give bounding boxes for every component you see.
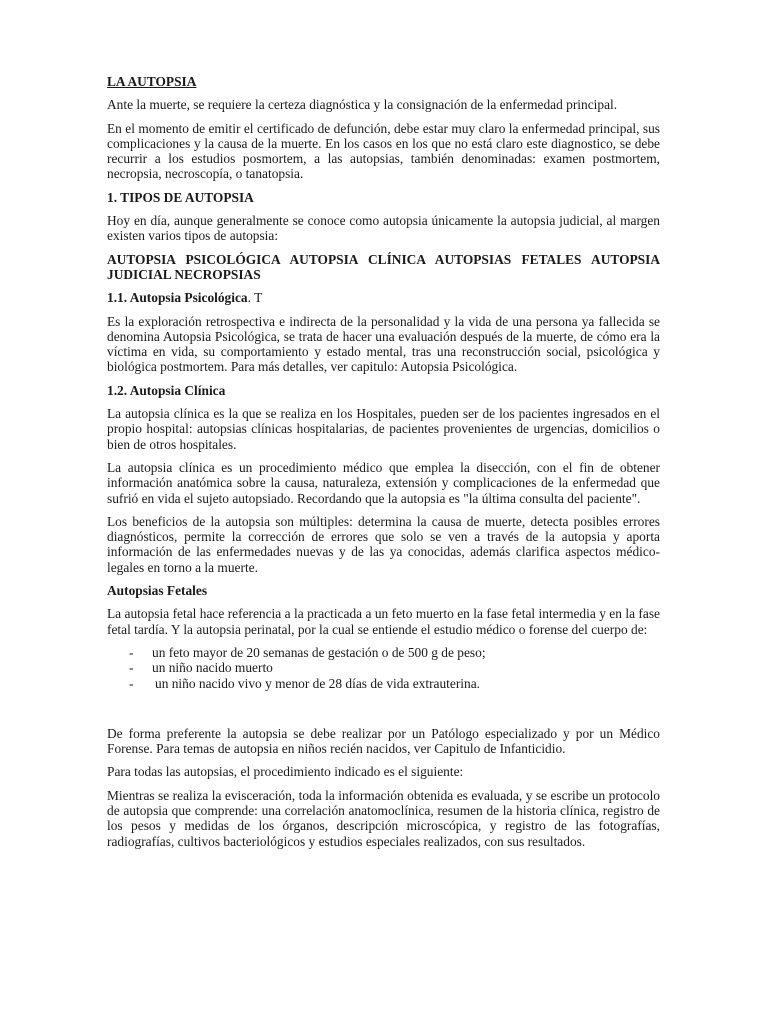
subsection-1-2-heading: 1.2. Autopsia Clínica bbox=[107, 382, 226, 398]
fetal-criteria-list bbox=[107, 645, 660, 691]
autopsy-types-heading: AUTOPSIA PSICOLÓGICA AUTOPSIA CLÍNICA AUTOPSIAS FETALES AUTOPSIA JUDICIAL NECROPSIAS bbox=[107, 251, 660, 282]
closing-paragraph-2: Para todas las autopsias, el procedimiento indicado es el siguiente: bbox=[107, 764, 464, 780]
intro-paragraph-2: En el momento de emitir el certificado de defunción, debe estar muy claro la enfermedad principal, sus complicaciones y la causa de la muerte. En los casos en los que no está claro este diagnostico, se debe recurrir a los estudios posmortem, a las autopsias, también denominadas: examen postmortem, necropsia, necroscopía, o tanatopsia. bbox=[107, 120, 660, 182]
section-1-heading: 1. TIPOS DE AUTOPSIA bbox=[107, 189, 254, 205]
intro-paragraph-1: Ante la muerte, se requiere la certeza diagnóstica y la consignación de la enfermedad principal. bbox=[107, 97, 618, 113]
subsection-1-1-suffix: . T bbox=[247, 290, 263, 306]
closing-paragraph-1: De forma preferente la autopsia se debe realizar por un Patólogo especializado y por un Médico Forense. Para temas de autopsia en niños recién nacidos, ver Capitulo de Infanticidio. bbox=[107, 725, 660, 757]
subsection-1-2-paragraph-1: La autopsia clínica es la que se realiza en los Hospitales, pueden ser de los pacientes ingresados en el propio hospital: autopsias clínicas hospitalarias, de pacientes provenientes de urgencias, domicilios o bien de otros hospitales. bbox=[107, 406, 660, 452]
fetal-autopsy-paragraph: La autopsia fetal hace referencia a la practicada a un feto muerto en la fase fetal intermedia y en la fase fetal tardía. Y la autopsia perinatal, por la cual se entiende el estudio médico o forense del cuerpo de: bbox=[107, 606, 660, 637]
document-title: LA AUTOPSIA bbox=[107, 74, 197, 89]
document-body bbox=[107, 74, 660, 857]
list-item-text: un feto mayor de 20 semanas de gestación o de 500 g de peso; bbox=[152, 644, 486, 660]
list-item-text: un niño nacido muerto bbox=[152, 660, 273, 676]
subsection-1-2-paragraph-3: Los beneficios de la autopsia son múltiples: determina la causa de muerte, detecta posibles errores diagnósticos, permite la corrección de errores que solo se ven a través de la autopsia y aporta información de las enfermedades nuevas y de las ya conocidas, además clarifica aspectos médico-legales en torno a la muerte. bbox=[107, 513, 660, 575]
list-item-text: un niño nacido vivo y menor de 28 días de vida extrauterina. bbox=[155, 675, 481, 691]
list-item bbox=[107, 676, 660, 691]
dash-bullet: - bbox=[129, 660, 134, 676]
dash-bullet: - bbox=[129, 644, 134, 660]
subsection-1-1-title: 1.1. Autopsia Psicológica bbox=[107, 290, 248, 306]
subsection-1-1-heading bbox=[107, 290, 660, 305]
subsection-1-1-paragraph: Es la exploración retrospectiva e indirecta de la personalidad y la vida de una persona ya fallecida se denomina Autopsia Psicológica, se trata de hacer una evaluación después de la muerte, de cómo era la víctima en vida, su comportamiento y estado mental, tras una reconstrucción social, psicológica y biológica postmortem. Para más detalles, ver capitulo: Autopsia Psicológica. bbox=[107, 313, 660, 375]
dash-bullet: - bbox=[129, 675, 134, 691]
list-item bbox=[107, 660, 660, 675]
fetal-autopsy-heading: Autopsias Fetales bbox=[107, 583, 208, 599]
subsection-1-2-paragraph-2: La autopsia clínica es un procedimiento médico que emplea la disección, con el fin de obtener información anatómica sobre la causa, naturaleza, extensión y complicaciones de la enfermedad que sufrió en vida el sujeto autopsiado. Recordando que la autopsia es "la última consulta del paciente". bbox=[107, 459, 660, 506]
list-item bbox=[107, 645, 660, 660]
closing-paragraph-3: Mientras se realiza la evisceración, toda la información obtenida es evaluada, y se escribe un protocolo de autopsia que comprende: una correlación anatomoclínica, resumen de la historia clínica, registro de los pesos y medidas de los órganos, descripción microscópica, y registro de las fotografías, radiografías, cultivos bacteriológicos y estudios especiales realizados, con sus resultados. bbox=[107, 787, 660, 849]
section-1-paragraph: Hoy en día, aunque generalmente se conoce como autopsia únicamente la autopsia judicial, al margen existen varios tipos de autopsia: bbox=[107, 213, 660, 244]
